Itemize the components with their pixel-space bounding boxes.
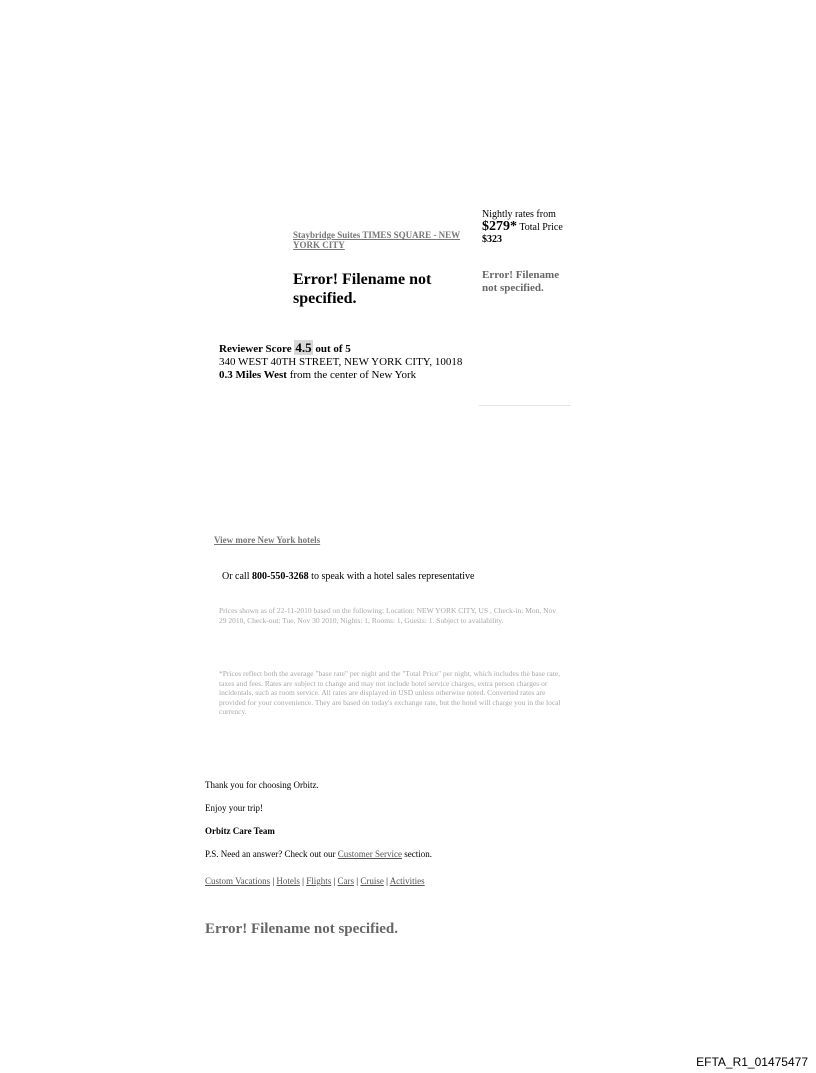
footer-link-cruise[interactable]: Cruise xyxy=(360,876,384,886)
ps-line xyxy=(205,849,432,860)
ps-prefix: P.S. Need an answer? Check out our xyxy=(205,849,336,859)
hotel-info xyxy=(219,341,519,382)
total-price-value: $323 xyxy=(482,234,502,245)
hotel-address: 340 WEST 40TH STREET, NEW YORK CITY, 10018 xyxy=(219,356,463,368)
footer-link-cars[interactable]: Cars xyxy=(337,876,355,886)
bottom-image-error: Error! Filename not specified. xyxy=(205,921,399,937)
rates-image-error: Error! Filename not specified. xyxy=(482,269,560,294)
footer-link-custom-vacations[interactable]: Custom Vacations xyxy=(205,876,271,886)
footer-link-activities[interactable]: Activities xyxy=(389,876,425,886)
team-signature: Orbitz Care Team xyxy=(205,826,275,836)
score-value: 4.5 xyxy=(295,340,312,355)
customer-service-link[interactable]: Customer Service xyxy=(337,849,402,859)
document-id: EFTA_R1_01475477 xyxy=(696,1055,808,1069)
hotel-distance-suffix: from the center of New York xyxy=(289,369,417,381)
footer-links xyxy=(205,876,425,887)
nightly-price: $279* xyxy=(482,219,517,234)
score-label: Reviewer Score xyxy=(219,343,292,355)
hotel-name-link[interactable]: Staybridge Suites TIMES SQUARE - NEW YORK CITY xyxy=(293,230,461,250)
footer-separator: | xyxy=(302,876,304,886)
phone-number: 800-550-3268 xyxy=(252,571,309,582)
hotel-distance: 0.3 Miles West xyxy=(219,369,287,381)
prices-shown-note: Prices shown as of 22-11-2010 based on the following: Location: NEW YORK CITY, US , Check-in: Mon, Nov 29 2010, Check-out: Tue, Nov 30 2010, Nights: 1, Rooms: 1, Guests: 1. Subject to availability. xyxy=(219,606,557,625)
footer-link-flights[interactable]: Flights xyxy=(306,876,332,886)
divider xyxy=(479,405,571,406)
thanks-text: Thank you for choosing Orbitz. xyxy=(205,780,319,790)
rates-box xyxy=(482,209,574,246)
call-suffix: to speak with a hotel sales representative xyxy=(311,571,475,582)
enjoy-text: Enjoy your trip! xyxy=(205,803,263,813)
call-line xyxy=(222,571,474,582)
footer-separator: | xyxy=(272,876,275,886)
hotel-image-error: Error! Filename not specified. xyxy=(293,271,432,307)
ps-suffix: section. xyxy=(404,849,432,859)
score-suffix: out of 5 xyxy=(315,343,351,355)
footer-separator: | xyxy=(333,876,336,886)
total-price-label: Total Price xyxy=(519,222,563,233)
footer-separator: | xyxy=(356,876,359,886)
footer-link-hotels[interactable]: Hotels xyxy=(276,876,300,886)
rates-reflect-note: *Prices reflect both the average "base rate" per night and the "Total Price" per night, which includes the base rate, taxes and fees. Rates are subject to change and may not include hotel service charges, extra person charges or incidentals, such as room service. All rates are displayed in USD unless otherwise noted. Converted rates are provided for your convenience. They are based on today's exchange rate, but the hotel will charge you in the local currency. xyxy=(219,669,561,716)
call-prefix: Or call xyxy=(222,571,250,582)
footer-separator: | xyxy=(386,876,388,886)
rates-label: Nightly rates from xyxy=(482,209,556,220)
view-more-hotels-link[interactable]: View more New York hotels xyxy=(214,535,321,545)
